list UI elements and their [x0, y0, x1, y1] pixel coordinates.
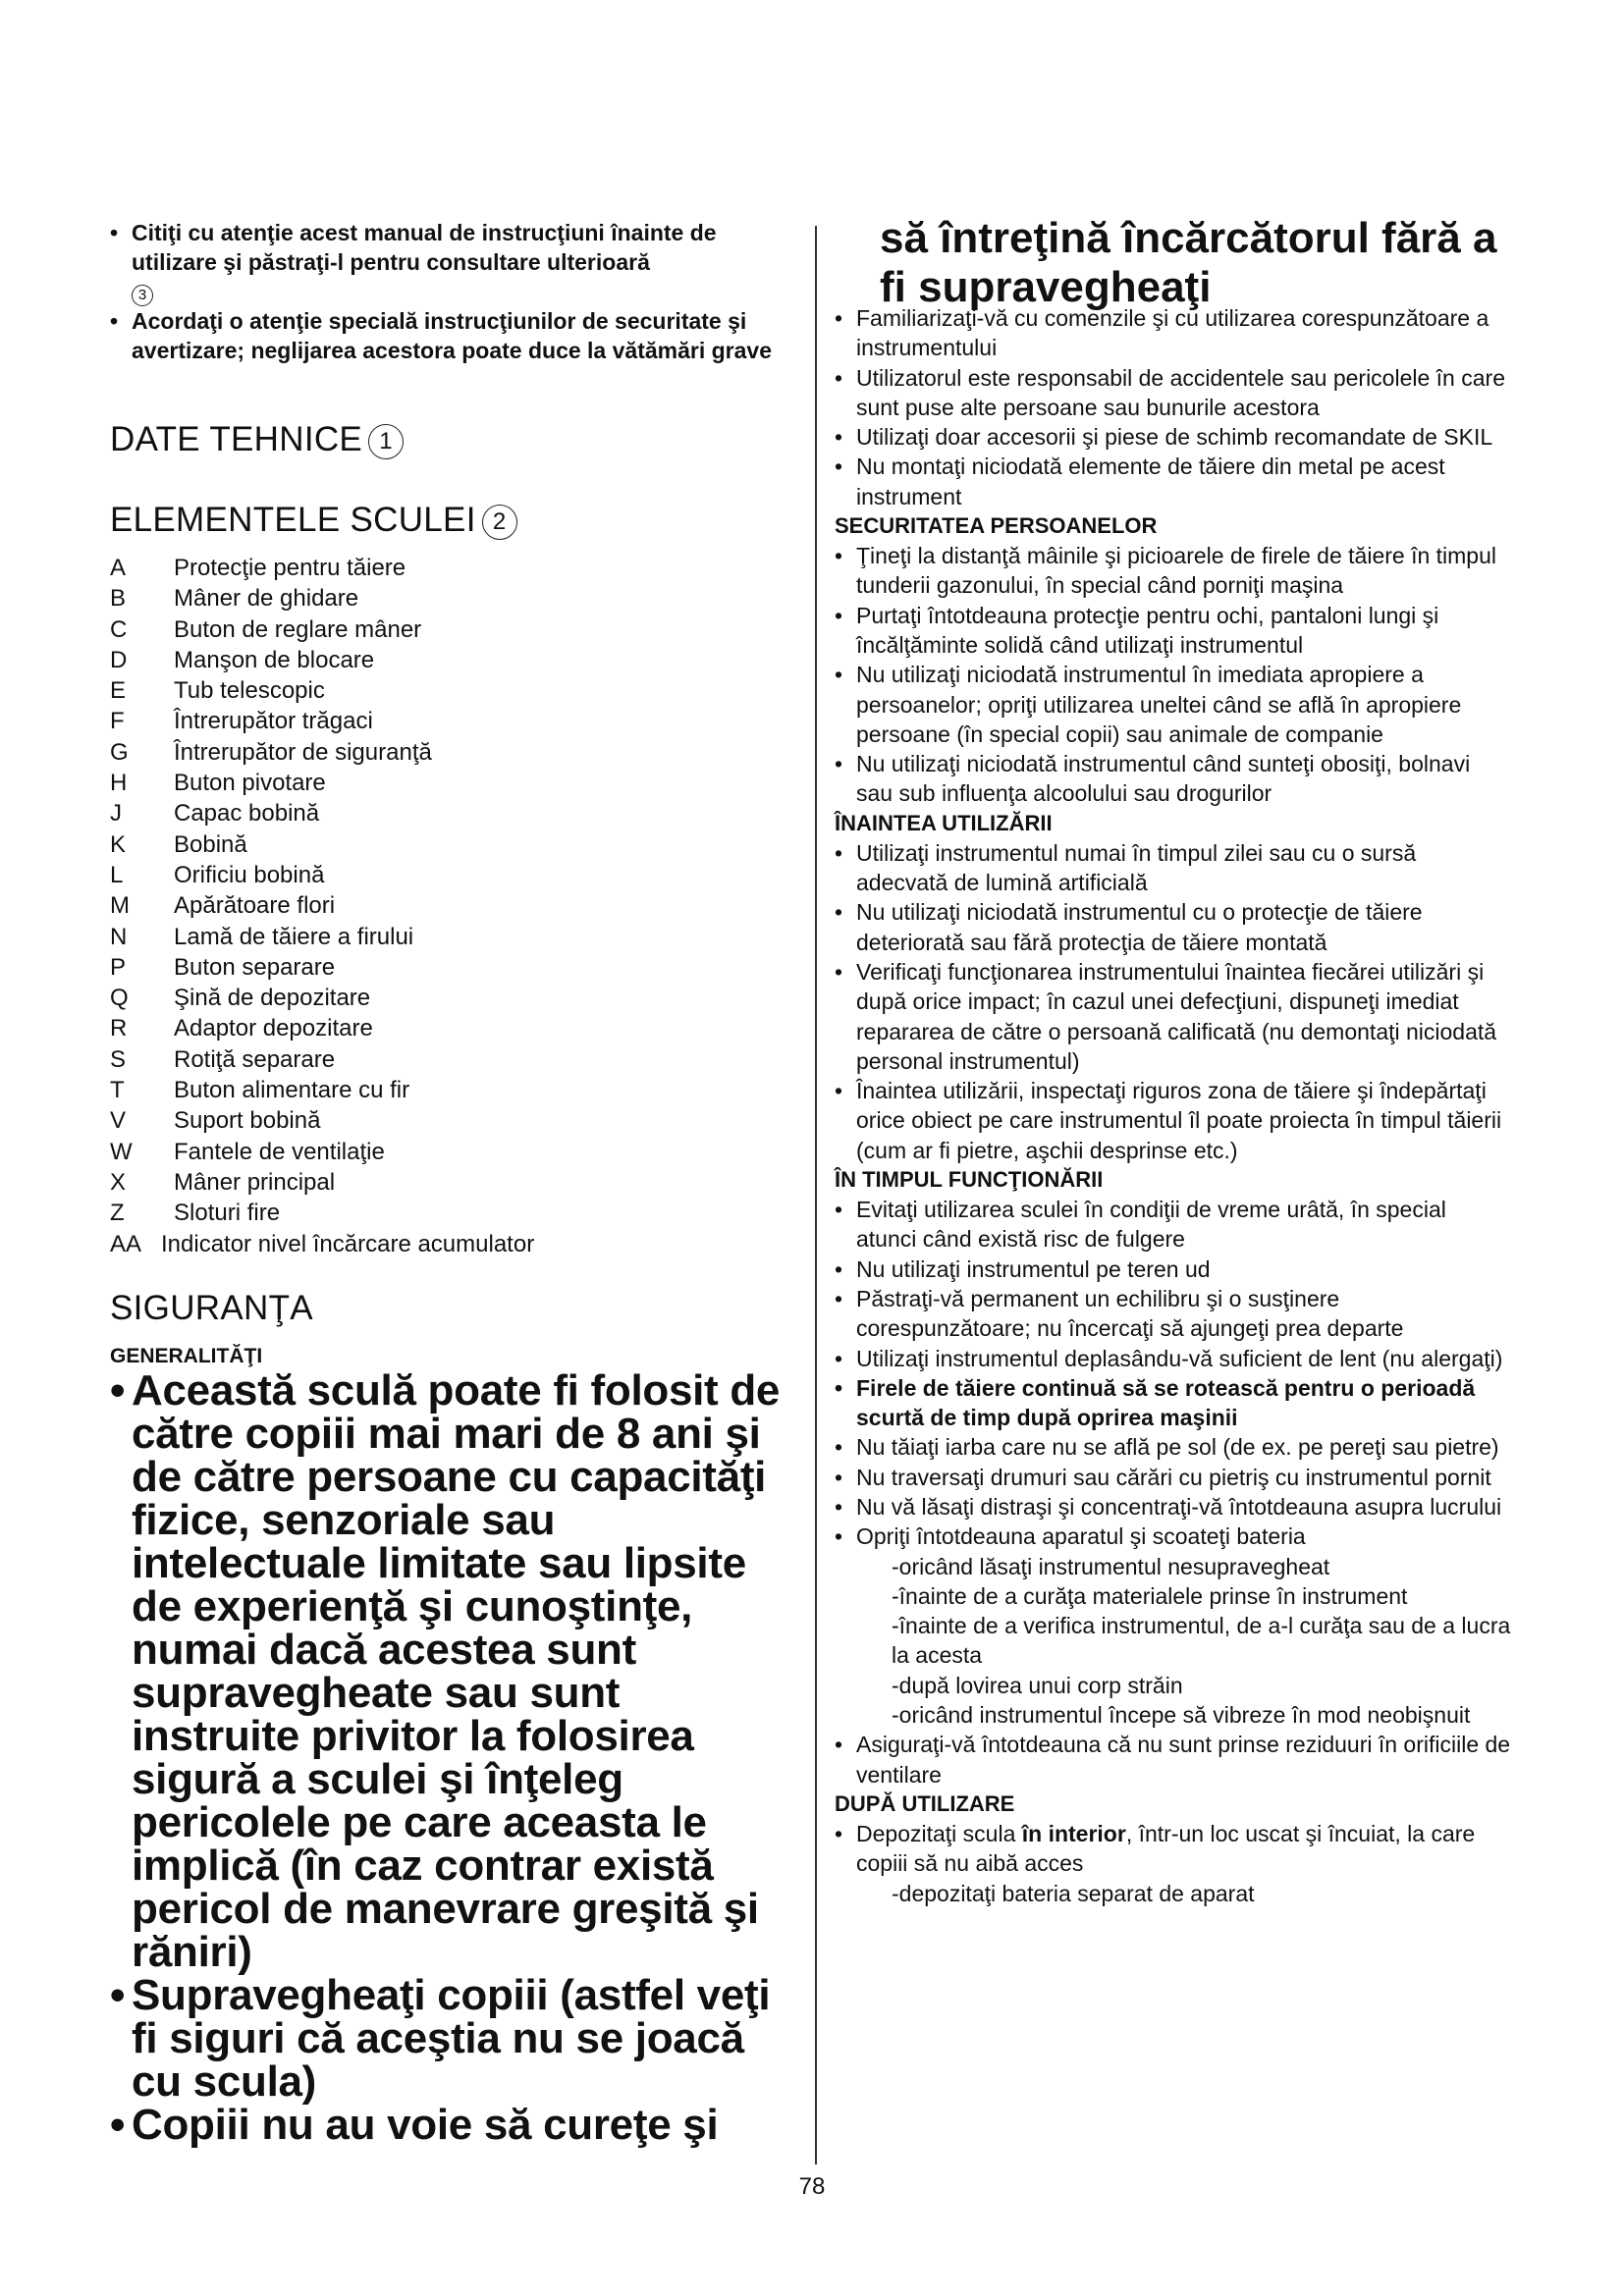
part-row: C Buton de reglare mâner: [110, 615, 422, 643]
list-item: • Nu utilizaţi instrumentul pe teren ud: [835, 1255, 1512, 1284]
section-date-tehnice: [110, 420, 797, 459]
part-row: V Suport bobină: [110, 1107, 321, 1135]
list-item: • Evitaţi utilizarea sculei în condiţii de vreme urâtă, în special atunci când există risc de fulgere: [835, 1195, 1512, 1255]
warning-block: [110, 1366, 797, 2149]
heading-securitatea-persoanelor: SECURITATEA PERSOANELOR: [835, 513, 1158, 539]
list-item: • Păstraţi-vă permanent un echilibru şi o susţinere corespunzătoare; nu încercaţi să ajungeţi prea departe: [835, 1284, 1512, 1344]
part-row: J Capac bobină: [110, 800, 320, 828]
warning-item: • Supravegheaţi copiii (astfel veţi fi siguri că aceştia nu se joacă cu scula): [110, 1974, 797, 2104]
section-elementele-sculei: [110, 501, 797, 540]
list-item: • Asiguraţi-vă întotdeauna că nu sunt prinse reziduuri în orificiile de ventilare: [835, 1730, 1512, 1789]
sub-item: -înainte de a curăţa materialele prinse în instrument: [892, 1582, 1408, 1609]
list-item: • Ţineţi la distanţă mâinile şi picioarele de firele de tăiere în timpul tunderii gazonului, în special când porniţi maşina: [835, 541, 1512, 601]
intro-item: • Acordaţi o atenţie specială instrucţiunilor de securitate şi avertizare; neglijarea acestora poate duce la vătămări grave: [110, 306, 797, 365]
list-item: • Depozitaţi scula în interior, într-un loc uscat şi încuiat, la care copiii să nu aibă acces -depozitaţi bateria separat de aparat: [835, 1819, 1512, 1908]
sub-item: -oricând lăsaţi instrumentul nesupravegheat: [892, 1553, 1330, 1579]
part-row: H Buton pivotare: [110, 770, 326, 797]
part-row: W Fantele de ventilaţie: [110, 1138, 385, 1165]
list-item: • Nu utilizaţi niciodată instrumentul în imediata apropiere a persoanelor; opriţi utilizarea uneltei când se află în apropiere persoane (în special copii) sau animale de companie: [835, 660, 1512, 749]
list-item: • Opriţi întotdeauna aparatul şi scoateţi bateria -oricând lăsaţi instrumentul nesupravegheat -înainte de a curăţa materialele prinse în instrument -înainte de a verifica instrumentul, de a-l curăţa sau de a lucra la acesta -după lovirea unui corp străin -oricând instrumentul începe să vibreze în mod neobişnuit: [835, 1522, 1512, 1730]
part-row: F Întrerupător trăgaci: [110, 708, 373, 735]
warning-item: • Această sculă poate fi folosit de către copiii mai mari de 8 ani şi de către persoane cu capacităţi fizice, senzoriale sau intelectuale limitate sau lipsite de experienţă şi cunoştinţe, numai dacă acestea sunt supravegheate sau sunt instruite privitor la folosirea sigură a sculei şi înţeleg pericolele pe care aceasta le implică (în caz contrar există pericol de manevrare greşită şi răniri): [110, 1369, 797, 1974]
list-item: • Firele de tăiere continuă să se rotească pentru o perioadă scurtă de timp după oprirea maşinii: [835, 1373, 1512, 1433]
list-item: • Nu tăiaţi iarba care nu se află pe sol (de ex. pe pereţi sau pietre): [835, 1432, 1512, 1462]
continued-warning: să întreţină încărcătorul fără a fi supravegheaţi: [880, 214, 1497, 311]
list-item: • Nu vă lăsaţi distraşi şi concentraţi-vă întotdeauna asupra lucrului: [835, 1492, 1512, 1522]
sub-item: -înainte de a verifica instrumentul, de a-l curăţa sau de a lucra la acesta: [892, 1613, 1511, 1669]
part-row: N Lamă de tăiere a firului: [110, 923, 414, 950]
page-number: 78: [798, 2173, 826, 2200]
part-row: S Rotiţă separare: [110, 1045, 336, 1073]
list-item: • Nu traversaţi drumuri sau cărări cu pietriş cu instrumentul pornit: [835, 1463, 1512, 1492]
part-row: A Protecţie pentru tăiere: [110, 555, 406, 581]
part-row: E Tub telescopic: [110, 677, 325, 705]
column-divider: [815, 226, 817, 2164]
part-row: X Mâner principal: [110, 1168, 336, 1196]
section-title: ELEMENTELE SCULEI 2: [110, 501, 797, 540]
sub-item: -după lovirea unui corp străin: [892, 1672, 1183, 1698]
figure-ref-1: 1: [368, 424, 404, 459]
section-title: DATE TEHNICE 1: [110, 420, 797, 459]
part-row: T Buton alimentare cu fir: [110, 1077, 410, 1104]
list-item: • Nu utilizaţi niciodată instrumentul când sunteţi obosiţi, bolnavi sau sub influenţa alcoolului sau drogurilor: [835, 749, 1512, 809]
list-item: • Utilizaţi instrumentul numai în timpul zilei sau cu o sursă adecvată de lumină artificială: [835, 838, 1512, 898]
subsection-title: GENERALITĂŢI: [110, 1345, 263, 1367]
right-content: [835, 303, 1512, 1908]
part-row: M Apărătoare flori: [110, 892, 336, 920]
list-item: • Înaintea utilizării, inspectaţi riguros zona de tăiere şi îndepărtaţi orice obiect pe care instrumentul îl poate proiecta în timpul tăierii (cum ar fi pietre, aşchii desprinse etc.): [835, 1076, 1512, 1165]
intro-block: [110, 218, 797, 365]
list-item: • Utilizatorul este responsabil de accidentele sau pericolele în care sunt puse alte persoane sau bunurile acestora: [835, 363, 1512, 423]
part-row: D Manşon de blocare: [110, 646, 375, 673]
intro-item: • Citiţi cu atenţie acest manual de instrucţiuni înainte de utilizare şi păstraţi-l pentru consultare ulterioară 3: [110, 218, 797, 306]
part-row: K Bobină: [110, 830, 247, 858]
list-item: • Utilizaţi instrumentul deplasându-vă suficient de lent (nu alergaţi): [835, 1344, 1512, 1373]
list-item: • Nu montaţi niciodată elemente de tăiere din metal pe acest instrument: [835, 452, 1512, 511]
part-row: Z Sloturi fire: [110, 1200, 281, 1227]
part-row: B Mâner de ghidare: [110, 585, 359, 613]
part-row: P Buton separare: [110, 953, 336, 981]
heading-dupa-utilizare: DUPĂ UTILIZARE: [835, 1790, 1015, 1816]
list-item: • Verificaţi funcţionarea instrumentului înaintea fiecărei utilizări şi după orice impact; în cazul unei defecţiuni, dispuneţi imediat repararea de către o persoană calificată (nu demontaţi niciodată personal instrumentul): [835, 957, 1512, 1076]
list-item: • Utilizaţi doar accesorii şi piese de schimb recomandate de SKIL: [835, 422, 1512, 452]
part-row: L Orificiu bobină: [110, 861, 325, 888]
warning-item: • Copiii nu au voie să cureţe şi: [110, 2104, 797, 2147]
heading-inaintea-utilizarii: ÎNAINTEA UTILIZĂRII: [835, 810, 1053, 835]
section-title: SIGURANŢA: [110, 1289, 313, 1327]
parts-list: [110, 553, 797, 1259]
list-item: • Purtaţi întotdeauna protecţie pentru ochi, pantaloni lungi şi încălţăminte solidă când utilizaţi instrumentul: [835, 601, 1512, 661]
list-item: • Nu utilizaţi niciodată instrumentul cu o protecţie de tăiere deteriorată sau fără protecţia de tăiere montată: [835, 897, 1512, 957]
part-row: Q Şină de depozitare: [110, 985, 371, 1012]
part-row: G Întrerupător de siguranţă: [110, 738, 432, 766]
heading-in-timpul-functionarii: ÎN TIMPUL FUNCŢIONĂRII: [835, 1167, 1104, 1193]
sub-item: -oricând instrumentul începe să vibreze în mod neobişnuit: [892, 1702, 1471, 1729]
figure-ref-2: 2: [482, 505, 517, 540]
section-siguranta: [110, 1289, 797, 1328]
part-row: AA Indicator nivel încărcare acumulator: [110, 1230, 535, 1257]
sub-item: -depozitaţi bateria separat de aparat: [892, 1880, 1255, 1906]
part-row: R Adaptor depozitare: [110, 1015, 373, 1042]
list-item: • Familiarizaţi-vă cu comenzile şi cu utilizarea corespunzătoare a instrumentului: [835, 303, 1512, 363]
figure-ref-3: 3: [132, 285, 153, 306]
